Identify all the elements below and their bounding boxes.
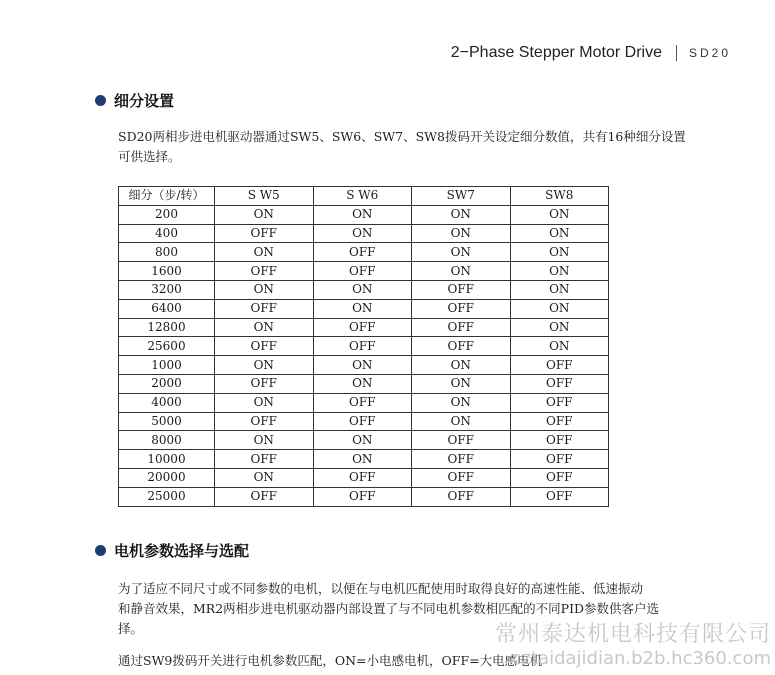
cell-sw5: ON bbox=[215, 356, 314, 375]
paragraph-line: 择。 bbox=[118, 621, 144, 636]
cell-sw8: ON bbox=[510, 318, 609, 337]
cell-sw6: ON bbox=[313, 450, 412, 469]
cell-sw7: OFF bbox=[412, 487, 511, 506]
cell-sw6: ON bbox=[313, 374, 412, 393]
table-header-row bbox=[119, 187, 609, 206]
cell-sw5: OFF bbox=[215, 224, 314, 243]
column-header-sw5: S W5 bbox=[215, 187, 314, 206]
watermark-url: cztaidajidian.b2b.hc360.com bbox=[511, 648, 771, 669]
cell-sw8: ON bbox=[510, 280, 609, 299]
cell-sw7: ON bbox=[412, 356, 511, 375]
cell-sw5: OFF bbox=[215, 450, 314, 469]
cell-subdivision: 200 bbox=[119, 205, 215, 224]
cell-sw6: ON bbox=[313, 299, 412, 318]
column-header-sw8: SW8 bbox=[510, 187, 609, 206]
cell-sw6: ON bbox=[313, 224, 412, 243]
cell-sw5: ON bbox=[215, 318, 314, 337]
cell-subdivision: 5000 bbox=[119, 412, 215, 431]
column-header-sw7: SW7 bbox=[412, 187, 511, 206]
cell-sw6: OFF bbox=[313, 393, 412, 412]
cell-subdivision: 20000 bbox=[119, 468, 215, 487]
cell-subdivision: 25000 bbox=[119, 487, 215, 506]
cell-sw7: ON bbox=[412, 393, 511, 412]
cell-sw7: OFF bbox=[412, 280, 511, 299]
cell-subdivision: 400 bbox=[119, 224, 215, 243]
cell-sw6: OFF bbox=[313, 337, 412, 356]
cell-sw5: OFF bbox=[215, 412, 314, 431]
table-row bbox=[119, 299, 609, 318]
cell-sw7: OFF bbox=[412, 431, 511, 450]
bullet-icon bbox=[95, 95, 106, 106]
cell-sw7: ON bbox=[412, 224, 511, 243]
header-title: 2−Phase Stepper Motor Drive bbox=[450, 44, 662, 61]
cell-sw7: OFF bbox=[412, 450, 511, 469]
cell-subdivision: 25600 bbox=[119, 337, 215, 356]
column-header-sw6: S W6 bbox=[313, 187, 412, 206]
cell-sw5: OFF bbox=[215, 262, 314, 281]
cell-sw5: ON bbox=[215, 280, 314, 299]
cell-sw6: ON bbox=[313, 431, 412, 450]
cell-sw8: OFF bbox=[510, 431, 609, 450]
table-row bbox=[119, 450, 609, 469]
table-row bbox=[119, 337, 609, 356]
cell-sw6: OFF bbox=[313, 468, 412, 487]
cell-sw6: OFF bbox=[313, 487, 412, 506]
paragraph-line: 为了适应不同尺寸或不同参数的电机，以便在与电机匹配使用时取得良好的高速性能、低速振动 bbox=[118, 581, 644, 596]
cell-sw7: ON bbox=[412, 374, 511, 393]
cell-sw7: OFF bbox=[412, 468, 511, 487]
cell-sw5: ON bbox=[215, 205, 314, 224]
table-row bbox=[119, 318, 609, 337]
cell-sw7: OFF bbox=[412, 337, 511, 356]
cell-sw8: OFF bbox=[510, 468, 609, 487]
cell-sw7: ON bbox=[412, 262, 511, 281]
table-row bbox=[119, 412, 609, 431]
cell-sw7: OFF bbox=[412, 318, 511, 337]
column-header-subdivision: 细分（步/转） bbox=[119, 187, 215, 206]
cell-sw8: ON bbox=[510, 299, 609, 318]
intro-line: 可供选择。 bbox=[118, 149, 181, 164]
cell-sw5: ON bbox=[215, 243, 314, 262]
cell-sw8: OFF bbox=[510, 450, 609, 469]
cell-sw5: ON bbox=[215, 431, 314, 450]
bullet-icon bbox=[95, 545, 106, 556]
subdivision-table bbox=[118, 186, 609, 507]
cell-sw8: ON bbox=[510, 337, 609, 356]
cell-sw6: ON bbox=[313, 356, 412, 375]
cell-sw8: OFF bbox=[510, 412, 609, 431]
cell-sw8: ON bbox=[510, 243, 609, 262]
cell-sw7: ON bbox=[412, 205, 511, 224]
cell-sw6: OFF bbox=[313, 412, 412, 431]
cell-sw5: ON bbox=[215, 468, 314, 487]
cell-sw7: ON bbox=[412, 412, 511, 431]
cell-sw7: OFF bbox=[412, 299, 511, 318]
table-row bbox=[119, 374, 609, 393]
table-row bbox=[119, 243, 609, 262]
cell-sw6: ON bbox=[313, 280, 412, 299]
cell-sw5: OFF bbox=[215, 337, 314, 356]
header-model-code: SD20 bbox=[688, 46, 731, 60]
motor-params-paragraph bbox=[118, 579, 723, 639]
cell-sw5: OFF bbox=[215, 299, 314, 318]
cell-sw8: OFF bbox=[510, 393, 609, 412]
cell-sw8: OFF bbox=[510, 356, 609, 375]
table-row bbox=[119, 205, 609, 224]
cell-sw6: OFF bbox=[313, 262, 412, 281]
cell-sw5: ON bbox=[215, 393, 314, 412]
subdivision-intro bbox=[118, 127, 723, 167]
cell-subdivision: 4000 bbox=[119, 393, 215, 412]
table-row bbox=[119, 487, 609, 506]
cell-sw8: OFF bbox=[510, 374, 609, 393]
cell-sw5: OFF bbox=[215, 487, 314, 506]
cell-subdivision: 3200 bbox=[119, 280, 215, 299]
cell-sw8: ON bbox=[510, 205, 609, 224]
page-header bbox=[451, 44, 731, 62]
table-row bbox=[119, 224, 609, 243]
cell-sw6: ON bbox=[313, 205, 412, 224]
table-row bbox=[119, 431, 609, 450]
table-row bbox=[119, 356, 609, 375]
section-title-motor-params: 电机参数选择与选配 bbox=[114, 542, 250, 560]
cell-subdivision: 1600 bbox=[119, 262, 215, 281]
paragraph-line: 通过SW9拨码开关进行电机参数匹配，ON=小电感电机，OFF=大电感电机 bbox=[118, 653, 543, 668]
watermark-company: 常州泰达机电科技有限公司 bbox=[494, 622, 771, 647]
table-row bbox=[119, 280, 609, 299]
cell-sw8: OFF bbox=[510, 487, 609, 506]
section-heading-subdivision bbox=[95, 90, 174, 111]
table-row bbox=[119, 393, 609, 412]
cell-sw5: OFF bbox=[215, 374, 314, 393]
cell-sw6: OFF bbox=[313, 318, 412, 337]
sw9-note bbox=[118, 651, 723, 671]
cell-subdivision: 1000 bbox=[119, 356, 215, 375]
section-heading-motor-params bbox=[95, 540, 249, 561]
paragraph-line: 和静音效果，MR2两相步进电机驱动器内部设置了与不同电机参数相匹配的不同PID参数供客户选 bbox=[118, 601, 660, 616]
cell-subdivision: 2000 bbox=[119, 374, 215, 393]
cell-sw8: ON bbox=[510, 224, 609, 243]
table-row bbox=[119, 262, 609, 281]
cell-subdivision: 8000 bbox=[119, 431, 215, 450]
cell-sw8: ON bbox=[510, 262, 609, 281]
cell-subdivision: 800 bbox=[119, 243, 215, 262]
section-title-subdivision: 细分设置 bbox=[114, 92, 175, 110]
intro-line: SD20两相步进电机驱动器通过SW5、SW6、SW7、SW8拨码开关设定细分数值，共有16种细分设置 bbox=[118, 129, 686, 144]
cell-subdivision: 12800 bbox=[119, 318, 215, 337]
cell-sw7: ON bbox=[412, 243, 511, 262]
header-divider bbox=[676, 45, 677, 61]
cell-subdivision: 10000 bbox=[119, 450, 215, 469]
cell-subdivision: 6400 bbox=[119, 299, 215, 318]
cell-sw6: OFF bbox=[313, 243, 412, 262]
table-row bbox=[119, 468, 609, 487]
